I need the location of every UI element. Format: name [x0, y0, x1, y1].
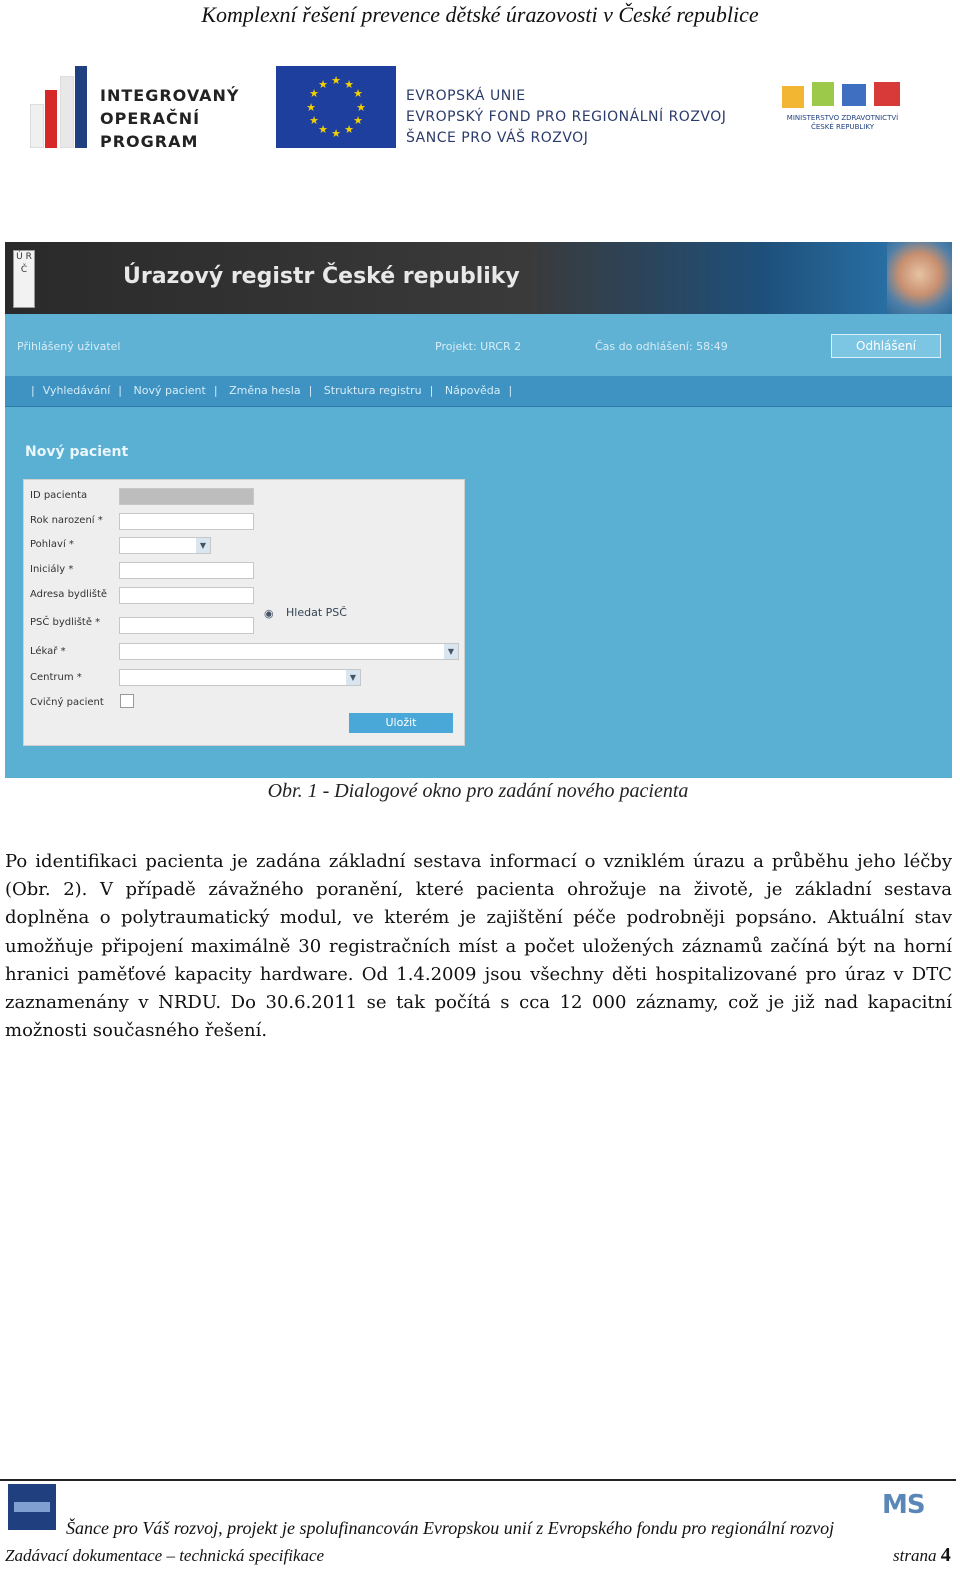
footer-funding-text: Šance pro Váš rozvoj, projekt je spolufinancován Evropskou unií z Evropského fondu pro regionální rozvoj [66, 1518, 835, 1538]
body-paragraph: Po identifikaci pacienta je zadána základní sestava informací o vzniklém úrazu a průběhu jeho léčby (Obr. 2). V případě závažného poranění, které pacienta ohrožuje na životě, je základní sestava doplněna o polytraumatický modul, ve kterém je zajištění péče podrobněji popsáno. Aktuální stav umožňuje připojení maximálně 30 registračních míst a počet uložených záznamů začíná být na horní hranici paměťové kapacity hardware. Od 1.4.2009 jsou všechny děti hospitalizované pro úraz v DTC zaznamenány v NRDU. Do 30.6.2011 se tak počítá s cca 12 000 záznamy, což je již nad kapacitní možnosti současného řešení. [5, 851, 952, 1042]
eu-line-1: EVROPSKÁ UNIE [406, 88, 526, 104]
birth-year-input[interactable] [119, 513, 254, 530]
field-label-center: Centrum * [30, 672, 82, 683]
search-postcode-link[interactable]: Hledat PSČ [286, 606, 347, 619]
app-logo: Ú R Č [13, 250, 35, 308]
initials-input[interactable] [119, 562, 254, 579]
menu-item-registry-structure[interactable]: Struktura registru [323, 384, 422, 397]
iop-line-2: OPERAČNÍ [100, 109, 201, 128]
iop-logo [30, 66, 245, 151]
field-label-address: Adresa bydliště [30, 589, 108, 600]
page-number-value: 4 [940, 1544, 951, 1566]
menu-item-help[interactable]: Nápověda [444, 384, 501, 397]
field-label-initials: Iniciály * [30, 564, 74, 575]
footer-left-logo [8, 1484, 56, 1530]
svg-text:★: ★ [306, 101, 316, 114]
sex-select[interactable] [119, 537, 211, 554]
footer-document-name: Zadávací dokumentace – technická specifikace [5, 1546, 325, 1565]
session-timer: Čas do odhlášení: 58:49 [595, 340, 728, 353]
app-info-bar [5, 314, 952, 376]
menu-item-new-patient[interactable]: Nový pacient [133, 384, 206, 397]
search-icon[interactable]: ◉ [264, 607, 274, 620]
banner-photo [887, 242, 952, 314]
field-label-id: ID pacienta [30, 490, 88, 501]
svg-text:★: ★ [309, 114, 319, 127]
field-label-sex: Pohlaví * [30, 539, 74, 550]
pane-title: Nový pacient [25, 444, 129, 460]
mzcr-logo [780, 80, 905, 140]
chevron-down-icon: ▼ [196, 538, 210, 553]
eu-flag-icon [276, 66, 396, 148]
eu-line-2: EVROPSKÝ FOND PRO REGIONÁLNÍ ROZVOJ [406, 109, 727, 125]
svg-text:★: ★ [353, 87, 363, 100]
eu-logo [276, 66, 746, 148]
app-menu-bar: | Vyhledávání | Nový pacient | Změna hesla | Struktura registru | Nápověda | [5, 376, 952, 407]
menu-item-change-password[interactable]: Změna hesla [229, 384, 301, 397]
page-number [893, 1544, 951, 1567]
svg-text:★: ★ [318, 78, 328, 91]
page-label: strana [893, 1546, 937, 1565]
svg-text:★: ★ [344, 78, 354, 91]
postcode-input[interactable] [119, 617, 254, 634]
svg-text:★: ★ [344, 123, 354, 136]
mzcr-line-1: MINISTERSTVO ZDRAVOTNICTVÍ [786, 114, 899, 122]
menu-item-search[interactable]: Vyhledávání [42, 384, 111, 397]
svg-text:★: ★ [309, 87, 319, 100]
svg-text:★: ★ [353, 114, 363, 127]
new-patient-form [23, 479, 465, 746]
svg-text:★: ★ [331, 127, 341, 140]
field-label-postcode: PSČ bydliště * [30, 617, 101, 628]
practice-patient-checkbox[interactable] [120, 694, 134, 708]
eu-line-3: ŠANCE PRO VÁŠ ROZVOJ [406, 130, 589, 146]
svg-text:★: ★ [331, 74, 341, 87]
iop-line-3: PROGRAM [100, 132, 199, 151]
save-button[interactable]: Uložit [349, 713, 453, 733]
figure-screenshot [5, 242, 952, 778]
address-input[interactable] [119, 587, 254, 604]
mzcr-line-2: ČESKÉ REPUBLIKY [810, 123, 874, 131]
figure-caption: Obr. 1 - Dialogové okno pro zadání nového pacienta [267, 780, 689, 802]
app-title: Úrazový registr České republiky [123, 264, 520, 289]
project-label: Projekt: URCR 2 [435, 340, 522, 353]
content-pane [5, 407, 952, 778]
chevron-down-icon: ▼ [444, 644, 458, 659]
app-banner [5, 242, 952, 314]
logged-user: Přihlášený uživatel [17, 340, 121, 353]
field-label-birth-year: Rok narození * [30, 515, 103, 526]
iop-line-1: INTEGROVANÝ [100, 86, 240, 105]
field-label-practice-patient: Cvičný pacient [30, 697, 104, 708]
svg-text:★: ★ [318, 123, 328, 136]
footer-divider [0, 1479, 956, 1481]
center-select[interactable] [119, 669, 361, 686]
patient-id-field [119, 488, 254, 505]
field-label-doctor: Lékař * [30, 646, 66, 657]
chevron-down-icon: ▼ [346, 670, 360, 685]
page-header-title: Komplexní řešení prevence dětské úrazovosti v České republice [201, 2, 759, 27]
logout-button[interactable]: Odhlášení [831, 334, 941, 358]
doctor-select[interactable] [119, 643, 459, 660]
footer-right-logo: MS [882, 1490, 925, 1520]
svg-text:★: ★ [356, 101, 366, 114]
